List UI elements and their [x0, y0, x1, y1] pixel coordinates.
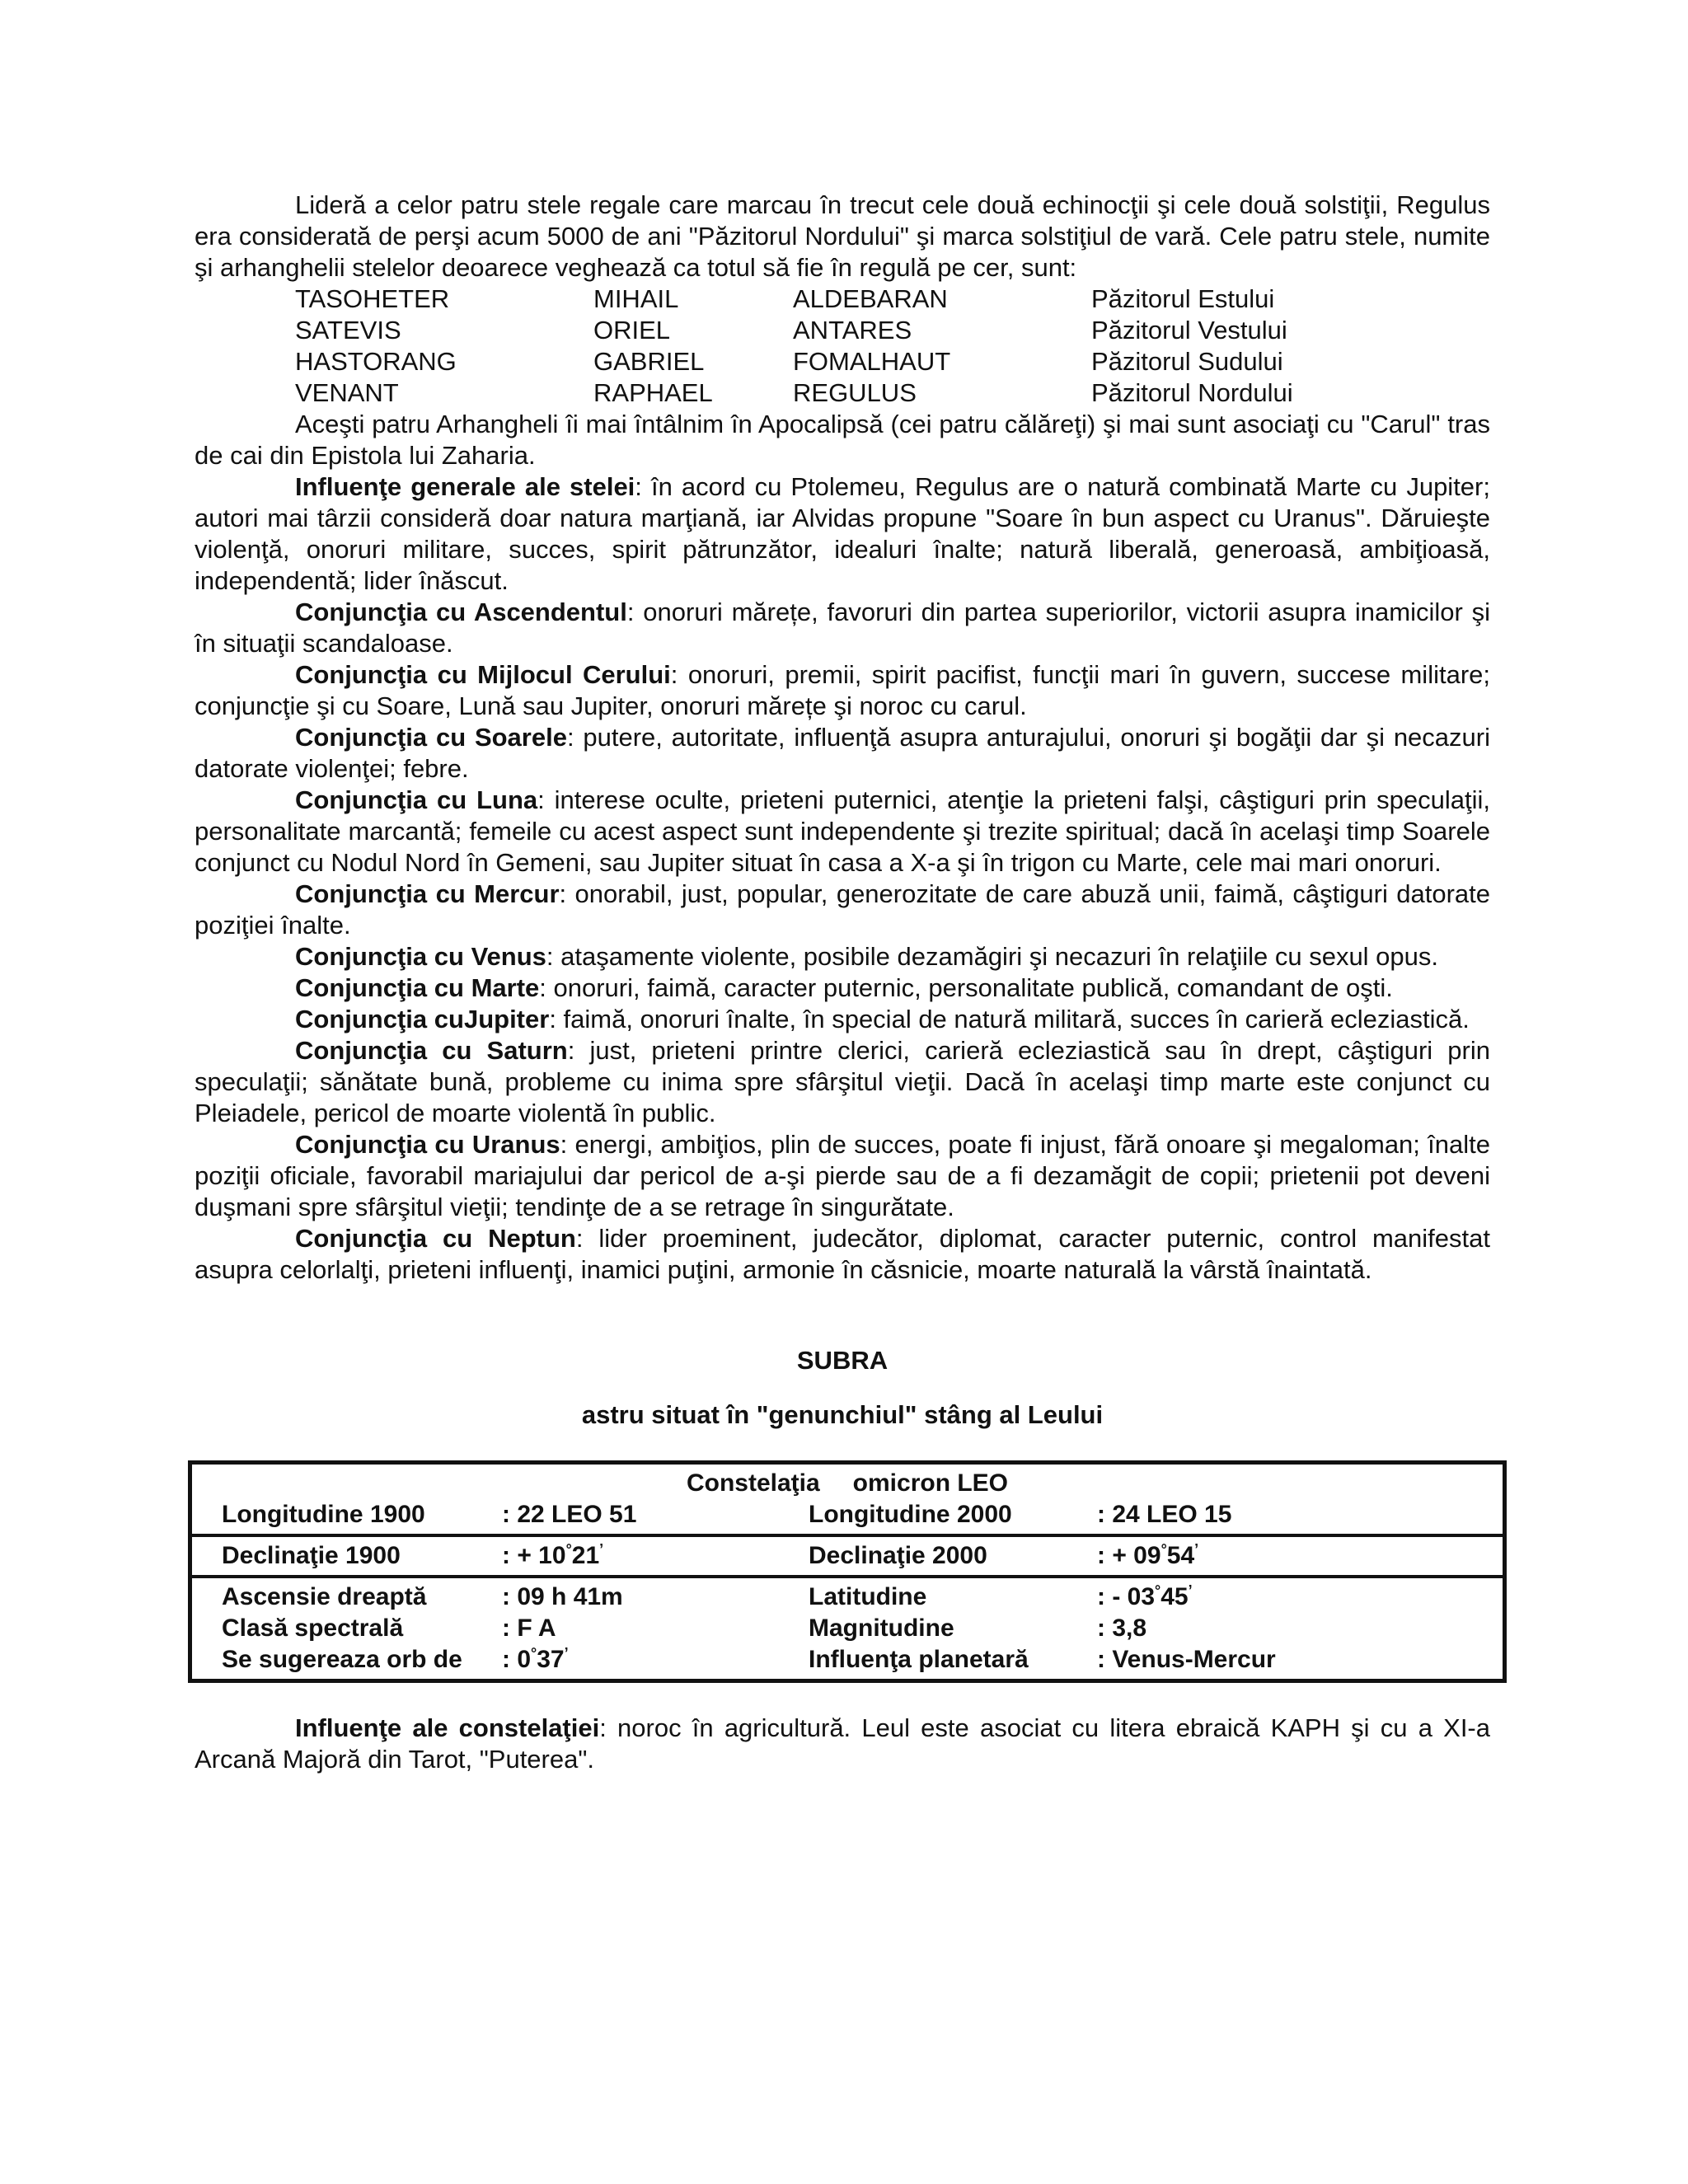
minute-sign: ’ — [1194, 1541, 1199, 1558]
section-moon — [195, 785, 1490, 879]
value-prefix: : - 03 — [1097, 1583, 1156, 1610]
section-midheaven — [195, 659, 1490, 722]
section-heading: Conjuncţia cu Neptun — [295, 1224, 576, 1253]
angel-name: GABRIEL — [593, 347, 705, 376]
orb-value — [502, 1644, 809, 1675]
value-minutes: 21 — [571, 1542, 600, 1569]
section-body: : interese oculte, prieteni puternici, atenţie la prieteni falşi, câştiguri prin speculaţii, personalitate marcantă; femeile cu acest aspect sunt independente şi trezite spiritual; dacă în acelaşi timp Soarele conjunct cu Nodul Nord în Gemeni, sau Jupiter situat în casa a X-a şi în trigon cu Marte, cele mai mari onoruri. — [195, 785, 1490, 877]
guardian-role: Păzitorul Nordului — [1091, 378, 1293, 407]
magnitude-label: Magnitudine — [809, 1615, 954, 1642]
section-body: : ataşamente violente, posibile dezamăgiri şi necazuri în relaţiile cu sexul opus. — [546, 942, 1439, 971]
constellation-influence-paragraph — [195, 1713, 1490, 1775]
value-prefix: : + 09 — [1097, 1542, 1161, 1569]
spectral-class-value: : F A — [502, 1615, 556, 1642]
guardian-role: Păzitorul Vestului — [1091, 316, 1287, 344]
section-body: : lider proeminent, judecător, diplomat, caracter puternic, control manifestat asupra celorlalţi, prieteni influenţi, inamici puţini, armonie în căsnicie, moarte naturală la vârstă înaintată. — [195, 1224, 1491, 1284]
section-heading: Conjuncţia cu Soarele — [295, 723, 567, 752]
angel-name: RAPHAEL — [593, 378, 713, 407]
archangel-row — [295, 346, 1490, 377]
star-name: SATEVIS — [295, 316, 401, 344]
degree-sign: ° — [565, 1541, 572, 1558]
archangels-table — [195, 284, 1490, 409]
section-jupiter — [195, 1004, 1490, 1035]
section-heading: Conjuncţia cu Luna — [295, 785, 538, 814]
section-body: : onoruri, faimă, caracter puternic, personalitate publică, comandant de oşti. — [539, 973, 1393, 1002]
section-body: : just, prieteni printre clerici, carieră ecleziastică sau în drept, câştiguri prin speculaţii; sănătate bună, probleme cu inima spre sfârşitul vieţii. Dacă în acelaşi timp marte este conjunct cu Pleiadele, pericol de moarte violentă în public. — [195, 1036, 1490, 1127]
archangel-row — [295, 315, 1490, 346]
constellation-value: omicron LEO — [852, 1469, 1009, 1497]
table-section-longitude — [192, 1465, 1503, 1537]
longitude-1900-label: Longitudine 1900 — [222, 1501, 425, 1528]
section-uranus — [195, 1129, 1490, 1223]
star-name: HASTORANG — [295, 347, 457, 376]
longitude-1900-value: : 22 LEO 51 — [502, 1501, 637, 1528]
declination-2000-value — [1097, 1540, 1344, 1572]
planetary-influence-value: : Venus-Mercur — [1097, 1646, 1276, 1673]
value-minutes: 54 — [1166, 1542, 1195, 1569]
section-general-influences — [195, 471, 1490, 597]
minute-sign: ’ — [564, 1645, 569, 1661]
section-heading: Conjuncţia cu Marte — [295, 973, 540, 1002]
royal-star: FOMALHAUT — [793, 347, 951, 376]
star-name: VENANT — [295, 378, 399, 407]
constellation-row — [192, 1468, 1503, 1499]
latitude-label: Latitudine — [809, 1583, 927, 1610]
latitude-value — [1097, 1582, 1344, 1613]
archangel-row — [295, 377, 1490, 409]
minute-sign: ’ — [1188, 1582, 1193, 1599]
section-heading: Conjuncţia cu Mijlocul Cerului — [295, 660, 671, 689]
table-section-details — [192, 1578, 1503, 1679]
section-ascendant — [195, 597, 1490, 659]
star-subtitle: astru situat în "genunchiul" stâng al Leului — [581, 1400, 1104, 1429]
section-body: : onorabil, just, popular, generozitate de care abuză unii, faimă, câştiguri datorate poziţiei înalte. — [195, 879, 1490, 940]
section-body: : onoruri mărețe, favoruri din partea superiorilor, victorii asupra inamicilor şi în situaţii scandaloase. — [195, 598, 1490, 658]
orb-label: Se sugereaza orb de — [222, 1646, 462, 1673]
royal-star: ANTARES — [793, 316, 912, 344]
section-heading: Influenţe ale constelaţiei — [295, 1713, 600, 1742]
royal-star: ALDEBARAN — [793, 284, 948, 313]
star-name: TASOHETER — [295, 284, 450, 313]
section-venus — [195, 941, 1490, 972]
archangel-row — [295, 284, 1490, 315]
value-prefix: : + 10 — [502, 1542, 566, 1569]
right-ascension-label: Ascensie dreaptă — [222, 1583, 427, 1610]
angel-name: ORIEL — [593, 316, 671, 344]
section-heading: Conjuncţia cu Mercur — [295, 879, 560, 908]
guardian-role: Păzitorul Sudului — [1091, 347, 1283, 376]
declination-1900-value — [502, 1540, 809, 1572]
section-heading: Influenţe generale ale stelei — [295, 472, 635, 501]
declination-row — [192, 1540, 1503, 1572]
document-page — [195, 190, 1490, 1775]
degree-sign: ° — [1155, 1582, 1161, 1599]
value-minutes: 37 — [537, 1646, 565, 1673]
orb-row — [192, 1644, 1503, 1675]
section-sun — [195, 722, 1490, 785]
section-body: : în acord cu Ptolemeu, Regulus are o natură combinată Marte cu Jupiter; autori mai târzii consideră doar natura marţiană, iar Alvidas propune "Soare în bun aspect cu Uranus". Dăruieşte violenţă, onoruri militare, succes, spirit pătrunzător, idealuri înalte; natură liberală, generoasă, ambiţioasă, independentă; lider înăscut. — [195, 472, 1490, 595]
section-heading: Conjuncţia cu Ascendentul — [295, 598, 627, 626]
table-section-declination — [192, 1537, 1503, 1578]
degree-sign: ° — [1160, 1541, 1167, 1558]
section-heading: Conjuncţia cu Uranus — [295, 1130, 560, 1159]
apocalypse-paragraph: Aceşti patru Arhangheli îi mai întâlnim în Apocalipsă (cei patru călăreţi) şi mai sunt asociaţi cu "Carul" tras de cai din Epistola lui Zaharia. — [195, 410, 1490, 470]
section-neptune — [195, 1223, 1490, 1286]
section-heading: Conjuncţia cuJupiter — [295, 1005, 550, 1033]
constellation-label: Constelaţia — [686, 1469, 820, 1497]
spectral-row — [192, 1613, 1503, 1644]
declination-2000-label: Declinaţie 2000 — [809, 1542, 987, 1569]
angel-name: MIHAIL — [593, 284, 679, 313]
intro-paragraph: Lideră a celor patru stele regale care marcau în trecut cele două echinocţii şi cele două solstiţii, Regulus era considerată de perşi acum 5000 de ani "Păzitorul Nordului" şi marca solstiţiul de vară. Cele patru stele, numite şi arhanghelii stelelor deoarece veghează ca totul să fie în regulă pe cer, sunt: — [195, 190, 1490, 282]
planetary-influence-label: Influenţa planetară — [809, 1646, 1029, 1673]
spectral-class-label: Clasă spectrală — [222, 1615, 404, 1642]
declination-1900-label: Declinaţie 1900 — [222, 1542, 401, 1569]
magnitude-value: : 3,8 — [1097, 1615, 1147, 1642]
section-mars — [195, 972, 1490, 1004]
section-body: : faimă, onoruri înalte, în special de natură militară, succes în carieră ecleziastică. — [549, 1005, 1470, 1033]
longitude-row — [192, 1499, 1503, 1530]
degree-sign: ° — [531, 1645, 537, 1661]
royal-star: REGULUS — [793, 378, 917, 407]
section-body: : onoruri, premii, spirit pacifist, funcţii mari în guvern, succese militare; conjuncţie şi cu Soare, Lună sau Jupiter, onoruri mărețe şi noroc cu carul. — [195, 660, 1491, 720]
guardian-role: Păzitorul Estului — [1091, 284, 1275, 313]
star-data-table — [188, 1460, 1507, 1683]
right-ascension-row — [192, 1582, 1503, 1613]
section-heading: Conjuncţia cu Saturn — [295, 1036, 568, 1065]
section-body: : putere, autoritate, influenţă asupra anturajului, onoruri şi bogăţii dar şi necazuri datorate violenţei; febre. — [195, 723, 1490, 783]
longitude-2000-label: Longitudine 2000 — [809, 1501, 1012, 1528]
value-minutes: 45 — [1160, 1583, 1189, 1610]
longitude-2000-value: : 24 LEO 15 — [1097, 1501, 1232, 1528]
section-saturn — [195, 1035, 1490, 1129]
right-ascension-value: : 09 h 41m — [502, 1583, 623, 1610]
minute-sign: ’ — [599, 1541, 604, 1558]
star-title: SUBRA — [796, 1346, 889, 1375]
section-mercury — [195, 879, 1490, 941]
section-heading: Conjuncţia cu Venus — [295, 942, 546, 971]
section-body: : noroc în agricultură. Leul este asociat cu litera ebraică KAPH şi cu a XI-a Arcană Majoră din Tarot, "Puterea". — [195, 1713, 1490, 1774]
value-prefix: : 0 — [502, 1646, 532, 1673]
section-body: : energi, ambiţios, plin de succes, poate fi injust, fără onoare şi megaloman; înalte poziţii oficiale, favorabil mariajului dar pericol de a-şi pierde sau de a fi dezamăgit de copii; prietenii pot deveni duşmani spre sfârşitul vieţii; tendinţe de a se retrage în singurătate. — [195, 1130, 1491, 1221]
